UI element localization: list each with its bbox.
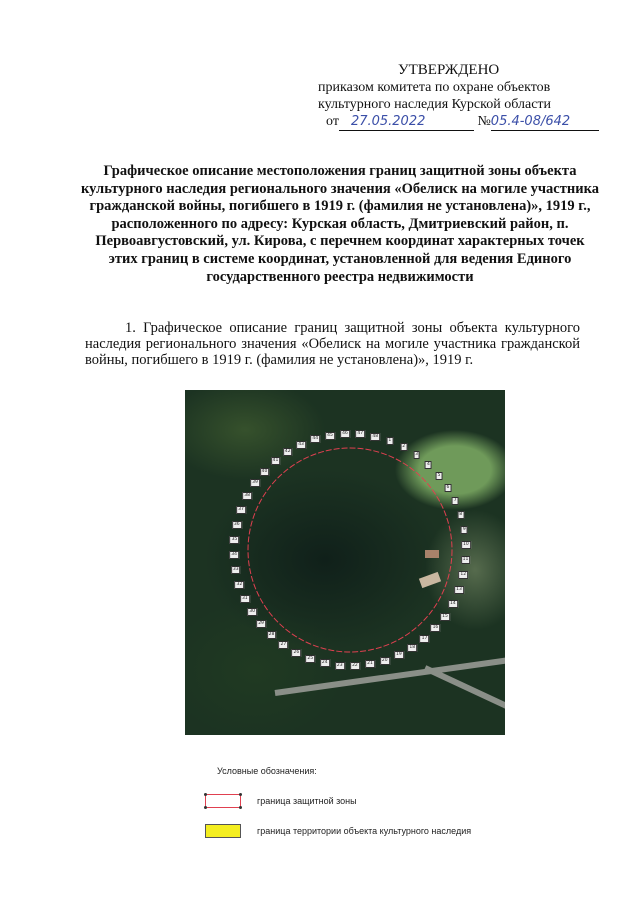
legend-label-heritage-territory: граница территории объекта культурного наследия — [257, 826, 472, 836]
boundary-point-label: 23 — [336, 662, 343, 668]
boundary-point-label: 37 — [238, 507, 244, 513]
boundary-point-label: 30 — [249, 609, 255, 615]
boundary-point-label: 7 — [453, 498, 457, 504]
boundary-point-label: 5 — [437, 472, 441, 478]
boundary-point-label: 32 — [236, 581, 243, 587]
approval-title: УТВЕРЖДЕНО — [398, 62, 500, 78]
legend-swatch-heritage-territory — [205, 824, 241, 838]
boundary-point-label: 22 — [352, 662, 358, 668]
boundary-point-label: 24 — [321, 660, 328, 666]
section-1-text: 1. Графическое описание границ защитной зоны объекта культурного наследия регионального значения «Обелиск на могиле участника гражданской войны, погибшего в 1919 г. (фамилия не установлена)», 1919 г. — [85, 320, 580, 368]
boundary-point-label: 15 — [442, 613, 448, 619]
approval-number: 05.4-08/642 — [490, 114, 571, 129]
boundary-point-label: 42 — [284, 449, 291, 455]
boundary-point-label: 2 — [402, 444, 406, 450]
boundary-point-label: 33 — [232, 567, 239, 573]
boundary-point-label: 39 — [252, 480, 258, 486]
legend-title: Условные обозначения: — [217, 766, 317, 776]
boundary-point-label: 10 — [463, 542, 469, 548]
boundary-point-label: 38 — [244, 493, 251, 499]
boundary-point-label: 31 — [241, 595, 248, 601]
boundary-point-label: 46 — [342, 431, 348, 437]
boundary-point-label: 47 — [357, 431, 364, 437]
boundary-point-label: 25 — [307, 655, 314, 661]
boundary-point-label: 6 — [446, 484, 450, 490]
legend-label-protection-zone: граница защитной зоны — [257, 796, 357, 806]
approval-line-1: приказом комитета по охране объектов — [318, 80, 551, 95]
from-label: от — [326, 114, 339, 129]
boundary-point-label: 35 — [231, 536, 238, 542]
boundary-point-label: 18 — [409, 644, 416, 650]
boundary-point-label: 27 — [280, 641, 287, 647]
protection-zone-boundary — [185, 390, 505, 735]
boundary-point-label: 3 — [415, 452, 419, 458]
approval-stamp — [318, 62, 599, 131]
approval-date-line — [318, 113, 599, 131]
boundary-point-label: 45 — [327, 432, 333, 438]
boundary-point-label: 44 — [312, 436, 319, 442]
boundary-point-label: 48 — [372, 433, 379, 439]
date-underline — [339, 113, 474, 131]
boundary-point-label: 21 — [367, 661, 373, 667]
number-label: № — [477, 114, 491, 129]
section-1 — [85, 320, 580, 368]
boundary-point-label: 28 — [268, 632, 275, 638]
boundary-point-label: 17 — [421, 635, 428, 641]
boundary-point-label: 36 — [233, 521, 240, 527]
number-underline — [491, 113, 599, 131]
boundary-point-label: 1 — [388, 438, 392, 444]
boundary-point-label: 34 — [231, 551, 237, 557]
boundary-point-label: 4 — [427, 461, 430, 467]
boundary-point-label: 19 — [396, 652, 402, 658]
boundary-point-label: 26 — [293, 649, 300, 655]
boundary-point-label: 20 — [381, 657, 388, 663]
boundary-point-label: 29 — [258, 621, 264, 627]
boundary-point-label: 12 — [460, 572, 467, 578]
boundary-point-label: 41 — [272, 458, 279, 464]
boundary-point-label: 8 — [459, 512, 463, 518]
approval-date: 27.05.2022 — [350, 114, 426, 129]
boundary-point-label: 14 — [449, 600, 456, 606]
boundary-point-label: 16 — [432, 625, 439, 631]
boundary-point-label: 13 — [456, 586, 462, 592]
boundary-point-label: 43 — [298, 441, 304, 447]
boundary-point-label: 11 — [462, 557, 469, 563]
document-heading: Графическое описание местоположения границ защитной зоны объекта культурного наследия регионального значения «Обелиск на могиле участника гражданской войны, погибшего в 1919 г. (фамилия не установлена)», 1919 г., расположенного по адресу: Курская область, Дмитриевский район, п. Первоавгустовский, ул. Кирова, с перечнем координат характерных точек этих границ в системе координат, установленной для ведения Единого государственного реестра недвижимости — [81, 163, 599, 285]
approval-line-2: культурного наследия Курской области — [318, 97, 552, 112]
satellite-map — [185, 390, 505, 735]
boundary-point-label: 40 — [261, 468, 268, 474]
boundary-point-label: 9 — [462, 526, 466, 532]
legend-swatch-protection-zone — [205, 794, 241, 808]
